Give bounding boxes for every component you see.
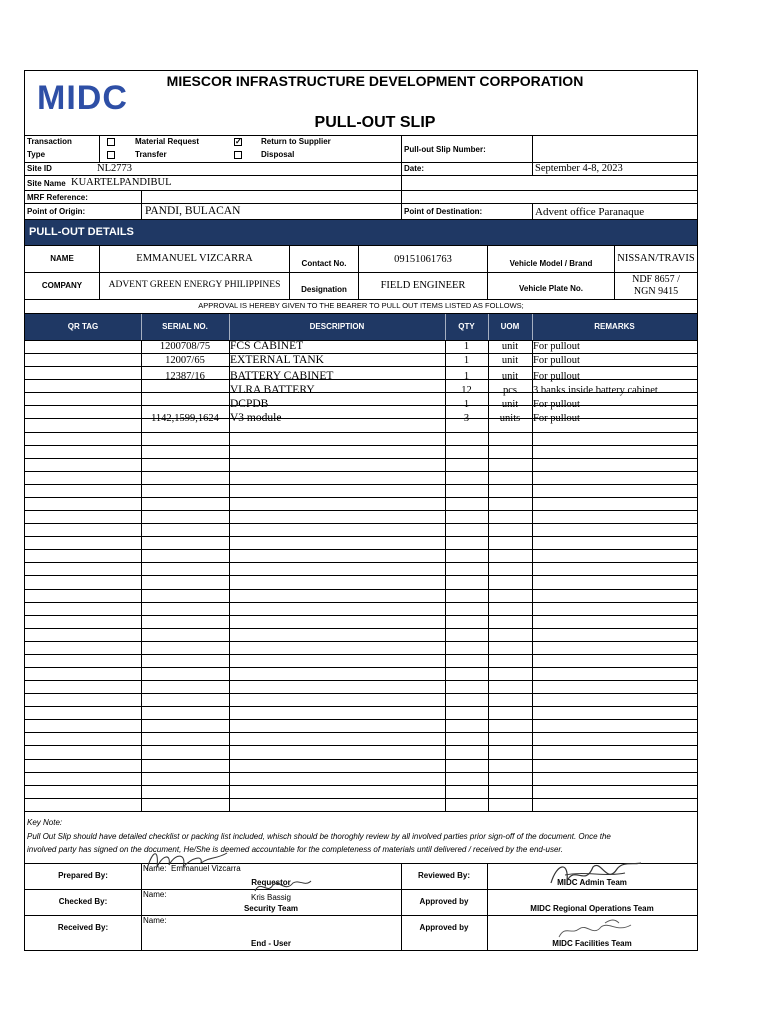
table-row-line [25,575,697,576]
table-row-line [25,602,697,603]
table-row-line [25,432,697,433]
uom-cell: pcs [503,385,517,396]
prepared-role: Requestor [251,878,291,887]
approved-by-facilities-label: Approved by [419,923,469,932]
qty-cell: 3 [463,413,470,424]
vehicle-plate-label: Vehicle Plate No. [518,284,584,293]
table-row-line [25,693,697,694]
qty-cell: 1 [463,371,470,382]
company-label: COMPANY [41,281,83,290]
return-to-supplier-checkbox[interactable]: ✓ [235,137,242,146]
prepared-name-prefix: Name: [143,864,167,873]
serial-cell: 1142,1599,1624 [151,413,219,424]
table-row-line [25,706,697,707]
material-request-checkbox[interactable] [107,138,115,146]
uom-header: UOM [500,322,520,331]
serial-cell: 12007/65 [165,355,205,366]
pullout-details-header: PULL-OUT DETAILS [25,220,697,245]
approval-text: APPROVAL IS HEREBY GIVEN TO THE BEARER TO PULL OUT ITEMS LISTED AS FOLLOWS; [198,301,524,310]
admin-signature [545,857,645,891]
remarks-cell: For pullout [533,399,580,410]
table-row-line [25,549,697,550]
received-by-label: Received By: [57,923,109,932]
designation-value: FIELD ENGINEER [380,280,466,291]
uom-cell: unit [501,371,519,382]
checked-name-prefix: Name: [143,890,167,899]
table-row-line [25,445,697,446]
disposal-label: Disposal [261,150,295,159]
site-id: NL2773 [97,163,132,174]
contact-label: Contact No. [301,259,347,268]
table-row-line [25,379,697,380]
table-row-line [25,523,697,524]
qty-cell: 12 [461,385,472,396]
remarks-cell: For pullout [533,371,580,382]
table-row-line [25,772,697,773]
table-row-line [25,654,697,655]
serial-cell: 12387/16 [165,371,205,382]
key-note-line-1: Pull Out Slip should have detailed checklist or packing list included, whisch should be thoroghly review by all involved parties prior sign-off of the document. Once the [27,832,611,841]
table-row-line [25,615,697,616]
table-column-line [141,340,142,811]
remarks-header: REMARKS [594,322,635,331]
description-cell: DCPDB [230,398,269,410]
description-cell: BATTERY CABINET [230,370,334,382]
site-id-label: Site ID [27,164,52,173]
checked-name: Kris Bassig [250,893,291,902]
transaction-type-label-1: Transaction [27,137,72,146]
point-of-origin: PANDI, BULACAN [145,205,241,217]
approved-by-ops-role: MIDC Regional Operations Team [530,904,654,913]
pullout-slip-number-label: Pull-out Slip Number: [404,145,486,154]
vehicle-model-value: NISSAN/TRAVIS [617,253,695,264]
transfer-label: Transfer [135,150,167,159]
checked-role: Security Team [243,904,299,913]
table-row-line [25,798,697,799]
table-row-line [25,641,697,642]
table-row-line [25,484,697,485]
mrf-reference-label: MRF Reference: [27,193,88,202]
prepared-name: Emmanuel Vizcarra [171,864,241,873]
checked-by-label: Checked By: [58,897,108,906]
description-cell: VLRA BATTERY [230,384,315,396]
received-name-prefix: Name: [143,916,167,925]
remarks-cell: For pullout [533,413,580,424]
key-note-line-2: involved party has signed on the document, He/She is deemed accountable for the completeness of materials until delivered / received by the end-user. [27,845,564,854]
vehicle-plate-line2: NGN 9415 [633,286,679,297]
table-row-line [25,405,697,406]
qty-cell: 1 [463,341,470,352]
table-row-line [25,759,697,760]
form-title: PULL-OUT SLIP [314,114,436,131]
description-cell: EXTERNAL TANK [230,354,324,366]
name-label: NAME [50,254,74,263]
date-label: Date: [404,164,425,173]
table-row-line [25,536,697,537]
description-cell: FCS CABINET [230,340,304,352]
table-row-line [25,510,697,511]
table-row-line [25,785,697,786]
transfer-checkbox[interactable] [107,151,115,159]
table-row-line [25,497,697,498]
items-table-header [25,314,697,340]
prepared-by-label: Prepared By: [58,871,108,880]
table-row-line [25,667,697,668]
serial-cell: 1200708/75 [159,341,211,352]
qty-header: QTY [458,322,475,331]
midc-logo: MIDC [37,79,128,117]
point-of-destination: Advent office Paranaque [535,206,645,218]
remarks-cell: 3 banks inside battery cabinet [533,385,658,396]
company-name: MIESCOR INFRASTRUCTURE DEVELOPMENT CORPORATION [166,73,584,89]
qr-tag-header: QR TAG [67,322,99,331]
site-name: KUARTELPANDIBUL [71,177,172,188]
pullout-slip-form [24,70,698,951]
table-row-line [25,353,697,354]
qty-cell: 1 [463,399,470,410]
table-row-line [25,745,697,746]
serial-no-header: SERIAL NO. [162,322,208,331]
received-role: End - User [250,939,291,948]
vehicle-plate-line1: NDF 8657 / [632,274,680,285]
table-row-line [25,562,697,563]
company-value: ADVENT GREEN ENERGY PHILIPPINES [108,280,281,290]
remarks-cell: For pullout [533,341,580,352]
qty-cell: 1 [463,355,470,366]
table-row-line [25,366,697,367]
approved-by-ops-label: Approved by [419,897,469,906]
transaction-type-label-2: Type [27,150,46,159]
disposal-checkbox[interactable] [234,151,242,159]
description-header: DESCRIPTION [309,322,365,331]
table-row-line [25,340,697,341]
table-row-line [25,732,697,733]
table-row-line [25,471,697,472]
remarks-cell: For pullout [533,355,580,366]
point-of-destination-label: Point of Destination: [404,207,483,216]
name-value: EMMANUEL VIZCARRA [136,253,253,264]
reviewed-role: MIDC Admin Team [557,878,627,887]
security-signature [253,877,313,897]
table-row-line [25,589,697,590]
contact-value: 09151061763 [394,254,452,265]
facilities-signature [555,917,635,943]
table-row-line [25,418,697,419]
return-to-supplier-label: Return to Supplier [261,137,331,146]
vehicle-model-label: Vehicle Model / Brand [509,259,593,268]
table-column-line [445,340,446,811]
uom-cell: unit [501,399,519,410]
date: September 4-8, 2023 [535,163,623,174]
site-name-label: Site Name [27,179,66,188]
material-request-label: Material Request [135,137,200,146]
table-row-line [25,628,697,629]
designation-label: Designation [301,285,347,294]
uom-cell: units [499,413,521,424]
key-note-title: Key Note: [27,818,63,827]
table-row-line [25,719,697,720]
table-column-line [532,340,533,811]
point-of-origin-label: Point of Origin: [27,207,86,216]
requestor-signature [143,845,233,875]
table-row-line [25,680,697,681]
approved-by-facilities-role: MIDC Facilities Team [552,939,632,948]
table-column-line [229,340,230,811]
uom-cell: unit [501,341,519,352]
table-row-line [25,458,697,459]
uom-cell: unit [501,355,519,366]
reviewed-by-label: Reviewed By: [417,871,471,880]
description-cell: V3 module [230,412,282,424]
table-column-line [488,340,489,811]
